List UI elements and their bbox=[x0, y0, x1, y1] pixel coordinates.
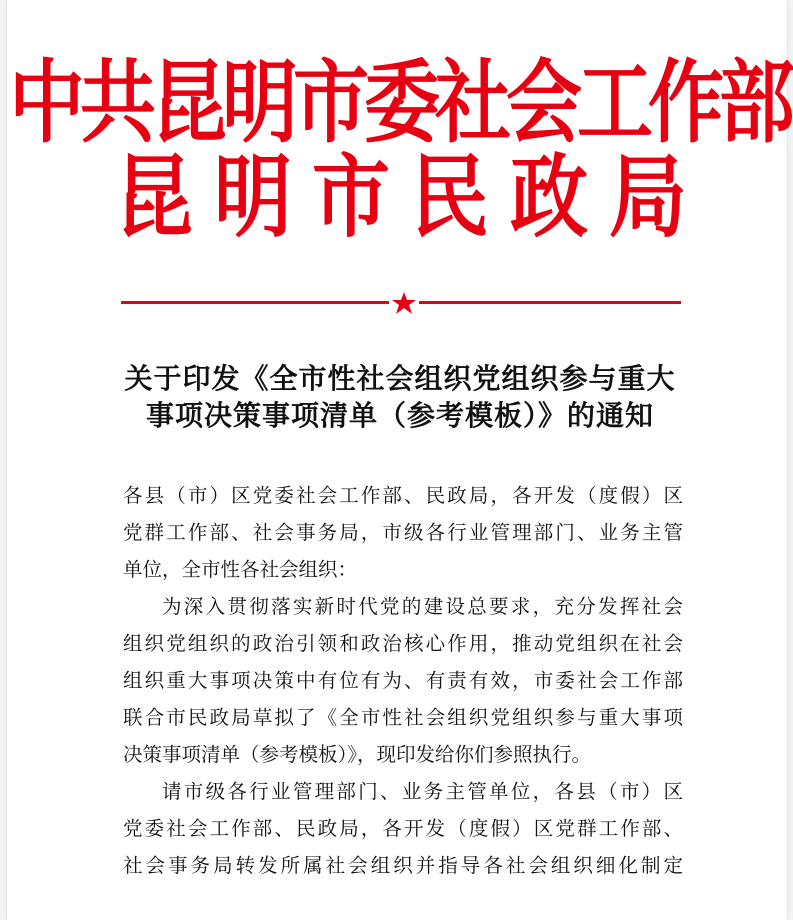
addressee-line: 单位，全市性各社会组织： bbox=[123, 558, 358, 581]
paragraph-line: 联合市民政局草拟了《全市性社会组织党组织参与重大事项 bbox=[123, 706, 683, 729]
paragraph-line: 党委社会工作部、民政局，各开发（度假）区党群工作部、 bbox=[123, 817, 683, 840]
addressee-line: 党群工作部、社会事务局，市级各行业管理部门、业务主管 bbox=[123, 521, 683, 544]
document-title-line-2: 事项决策事项清单（参考模板）》的通知 bbox=[145, 399, 654, 432]
paragraph-line: 决策事项清单（参考模板）》，现印发给你们参照执行。 bbox=[123, 743, 592, 766]
issuer-char: 明 bbox=[214, 144, 293, 250]
issuer-char: 政 bbox=[510, 144, 589, 250]
paragraph-line: 社会事务局转发所属社会组织并指导各社会组织细化制定 bbox=[123, 854, 683, 877]
document-page bbox=[7, 0, 790, 920]
star-icon bbox=[392, 292, 416, 314]
issuer-char: 民 bbox=[411, 144, 490, 250]
issuer-char: 昆 bbox=[115, 144, 194, 250]
paragraph-line: 为深入贯彻落实新时代党的建设总要求，充分发挥社会 bbox=[162, 595, 683, 618]
addressee-line: 各县（市）区党委社会工作部、民政局，各开发（度假）区 bbox=[123, 484, 683, 507]
issuer-line-1: 中共昆明市委社会工作部 bbox=[9, 49, 790, 155]
issuer-char: 局 bbox=[609, 144, 688, 250]
red-divider-with-star bbox=[121, 291, 681, 315]
issuer-char: 市 bbox=[312, 144, 391, 250]
paragraph-line: 请市级各行业管理部门、业务主管单位，各县（市）区 bbox=[162, 780, 683, 803]
document-title-line-1: 关于印发《全市性社会组织党组织参与重大 bbox=[124, 362, 676, 395]
paragraph-line: 组织党组织的政治引领和政治核心作用，推动党组织在社会 bbox=[123, 632, 683, 655]
paragraph-line: 组织重大事项决策中有位有为、有责有效，市委社会工作部 bbox=[123, 669, 683, 692]
